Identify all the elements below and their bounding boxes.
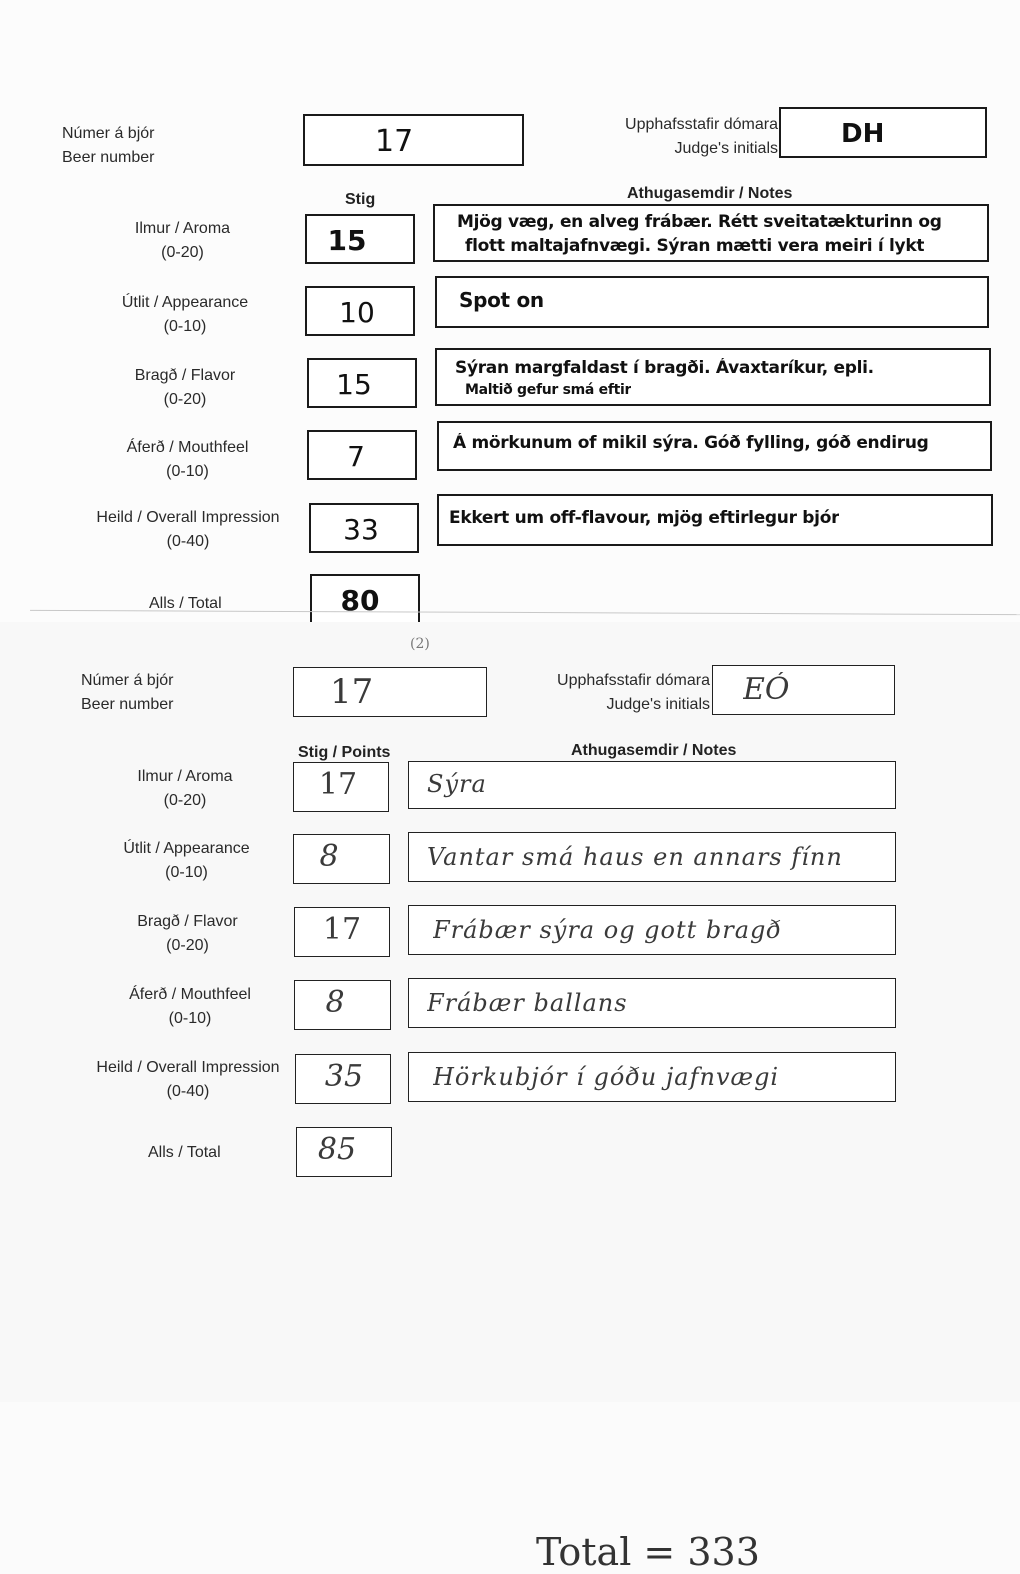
score-aroma-2: 17 — [318, 767, 358, 802]
note-flavor-2: Frábær sýra og gott bragð — [433, 916, 782, 944]
note-box-appearance-2[interactable] — [408, 832, 896, 882]
row-label-aroma-2: Ilmur / Aroma (0-20) — [137, 768, 233, 809]
note-aroma-line2: flott maltajafnvægi. Sýran mætti vera meiri í lykt — [465, 236, 925, 256]
notes-header-2: Athugasemdir / Notes — [571, 742, 737, 759]
row-label-aroma: Ilmur / Aroma (0-20) — [134, 220, 231, 261]
note-box-mouthfeel-2[interactable] — [408, 978, 896, 1028]
row-label-mouthfeel: Áferð / Mouthfeel (0-10) — [126, 439, 249, 480]
note-appearance: Spot on — [459, 288, 544, 312]
score-box-appearance-2[interactable] — [293, 834, 390, 884]
beer-number-value-2: 17 — [330, 672, 374, 712]
beer-number-label: Númer á bjór Beer number — [62, 125, 155, 166]
note-box-aroma[interactable] — [433, 204, 989, 262]
beer-number-label-2: Númer á bjór Beer number — [81, 672, 174, 713]
score-flavor: 15 — [336, 368, 372, 401]
note-box-appearance[interactable] — [435, 276, 989, 328]
score-box-overall-2[interactable] — [295, 1054, 391, 1104]
row-label-flavor: Bragð / Flavor (0-20) — [134, 367, 236, 408]
score-box-aroma-2[interactable] — [293, 762, 389, 812]
note-flavor-line2: Maltið gefur smá eftir — [465, 382, 632, 398]
points-header: Stig — [345, 191, 376, 208]
note-box-overall[interactable] — [437, 494, 993, 546]
score-sheet-2 — [0, 622, 1020, 1574]
score-flavor-2: 17 — [322, 912, 362, 947]
judge-initials-value-2: EÓ — [743, 672, 790, 707]
note-box-flavor[interactable] — [435, 348, 991, 406]
page-mark: (2) — [410, 636, 430, 652]
beer-number-box[interactable] — [303, 114, 524, 166]
score-appearance-2: 8 — [319, 839, 339, 874]
judge-initials-value: DH — [841, 119, 885, 149]
note-flavor-line1: Sýran margfaldast í bragði. Ávaxtaríkur, epli. — [455, 358, 874, 378]
note-mouthfeel: Á mörkunum of mikil sýra. Góð fylling, góð endirug — [453, 433, 929, 453]
beer-number-value: 17 — [375, 124, 414, 159]
judge-initials-label-2: Upphafsstafir dómara Judge's initials — [557, 672, 710, 713]
score-sheet-1 — [0, 0, 1020, 622]
judge-initials-box-2[interactable] — [712, 665, 895, 715]
total-value-2: 85 — [317, 1132, 357, 1167]
total-box-2[interactable] — [296, 1127, 392, 1177]
notes-header: Athugasemdir / Notes — [627, 185, 793, 202]
score-box-aroma[interactable] — [305, 214, 415, 264]
note-aroma-2: Sýra — [427, 770, 487, 798]
score-box-mouthfeel-2[interactable] — [294, 980, 391, 1030]
score-overall: 33 — [343, 513, 379, 546]
note-box-aroma-2[interactable] — [408, 761, 896, 809]
row-label-overall-2: Heild / Overall Impression (0-40) — [96, 1059, 280, 1100]
score-mouthfeel-2: 8 — [325, 985, 345, 1020]
note-box-mouthfeel[interactable] — [437, 421, 992, 471]
beer-number-box-2[interactable] — [293, 667, 487, 717]
total-value: 80 — [340, 584, 380, 617]
total-label: Alls / Total — [149, 595, 222, 612]
note-aroma-line1: Mjög væg, en alveg frábær. Rétt sveitatækturinn og — [457, 212, 942, 232]
row-label-mouthfeel-2: Áferð / Mouthfeel (0-10) — [129, 986, 251, 1027]
score-box-mouthfeel[interactable] — [307, 430, 417, 480]
score-box-flavor[interactable] — [307, 358, 417, 408]
score-mouthfeel: 7 — [347, 440, 365, 473]
row-label-flavor-2: Bragð / Flavor (0-20) — [137, 913, 238, 954]
score-overall-2: 35 — [324, 1059, 364, 1094]
score-box-flavor-2[interactable] — [294, 907, 390, 957]
note-mouthfeel-2: Frábær ballans — [427, 989, 628, 1017]
row-label-overall: Heild / Overall Impression (0-40) — [96, 509, 280, 550]
total-label-2: Alls / Total — [148, 1144, 221, 1161]
score-appearance: 10 — [339, 296, 375, 329]
grand-total: Total = 333 — [536, 1530, 760, 1574]
judge-initials-box[interactable] — [779, 107, 987, 158]
score-box-overall[interactable] — [309, 503, 419, 553]
note-box-overall-2[interactable] — [408, 1052, 896, 1102]
note-overall: Ekkert um off-flavour, mjög eftirlegur bjór — [449, 508, 840, 528]
points-header-2: Stig / Points — [298, 744, 391, 761]
judge-initials-label: Upphafsstafir dómara Judge's initials — [625, 116, 778, 157]
note-appearance-2: Vantar smá haus en annars fínn — [427, 843, 843, 871]
note-box-flavor-2[interactable] — [408, 905, 896, 955]
score-box-appearance[interactable] — [305, 286, 415, 336]
score-aroma: 15 — [327, 224, 367, 257]
note-overall-2: Hörkubjór í góðu jafnvægi — [433, 1063, 780, 1091]
row-label-appearance-2: Útlit / Appearance (0-10) — [123, 840, 250, 881]
row-label-appearance: Útlit / Appearance (0-10) — [121, 294, 249, 335]
